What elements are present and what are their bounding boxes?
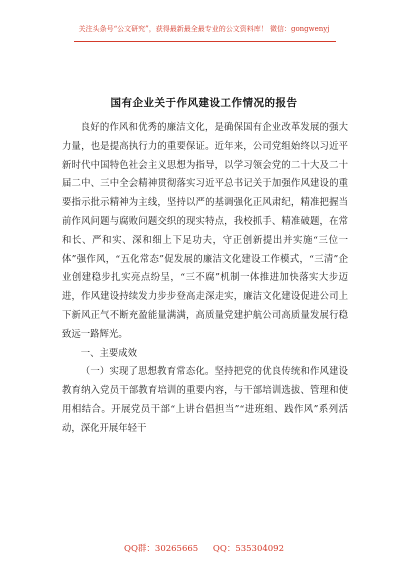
intro-paragraph: 良好的作风和优秀的廉洁文化，是确保国有企业改革发展的强大力量，也是提高执行力的重要保证。近年来，公司党组始终以习近平新时代中国特色社会主义思想为指导，以学习领会党的二十大及二十届二中、三中全会精神贯彻落实习近平总书记关于加强作风建设的重要指示批示精神为主线，坚持以严的基调强化正风肃纪，精准把握当前作风问题与腐败问题交织的现实特点，我校抓手、精准破题，在常和长、严和实、深和细上下足功夫，守正创新提出并实施“三位一体”强作风，“五化常态”促发展的廉洁文化建设工作模式，“三清”企业创建稳步扎实亮点纷呈，“三不腐”机制一体推进加快落实大步迈进，作风建设持续发力步步登高走深走实，廉洁文化建设促进公司上下新风正气不断充盈能量满满，高质量党建护航公司高质量发展行稳致远一路辉光。 [62,122,348,340]
subsection-paragraph: （一）实现了思想教育常态化。坚持把党的优良传统和作风建设教育纳入党员干部教育培训的重要内容，与干部培训选拔、管理和使用相结合。开展党员干部“上讲台倡担当”“进班组、践作风”系列活动，深化开展年轻干 [62,366,348,434]
footer-qq-group: QQ群：30265665 [123,544,199,554]
header-divider [74,41,336,42]
section-heading: 一、主要成效 [80,347,138,359]
document-body [62,119,348,439]
footer-contacts [0,542,408,554]
document-title: 国有企业关于作风建设工作情况的报告 [110,97,298,109]
header-promo-note: 关注头条号“公文研究”，获得最新最全最专业的公文资料库！ 微信：gongwenyj [78,25,330,33]
footer-qq-number: QQ：535304092 [212,544,284,554]
